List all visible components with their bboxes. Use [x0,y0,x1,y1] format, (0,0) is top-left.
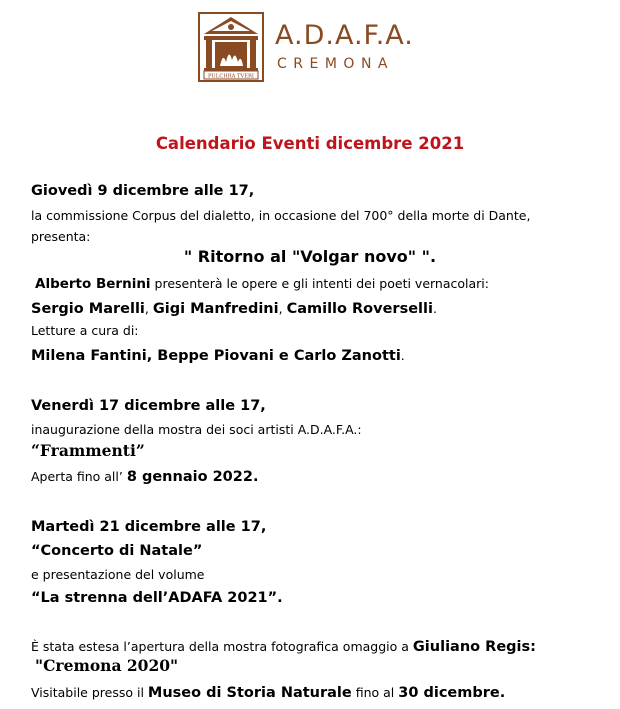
event1-line1: la commissione Corpus del dialetto, in occasione del 700° della morte di Dante, [31,208,531,223]
event1-readers: Milena Fantini, Beppe Piovani e Carlo Zanotti [31,348,401,364]
event1-speaker: Alberto Bernini [35,276,151,292]
event4-venue: Museo di Storia Naturale [147,685,352,701]
poet-sep-2: , [278,301,287,316]
event1-readings-label: Letture a cura di: [31,323,139,338]
poet-sep-1: , [144,301,153,316]
event1-date: Giovedì 9 dicembre alle 17, [31,183,255,199]
logo-motto: PULCHRA TVERI [208,73,254,80]
poet-2: Gigi Manfredini [152,301,279,317]
event1-speaker-text: presenterà le opere e gli intenti dei poeti vernacolari: [150,276,489,291]
event1-program-title: " Ritorno al "Volgar novo" ". [183,247,437,266]
event4-visit-mid: fino al [351,685,399,700]
poet-1: Sergio Marelli [31,301,145,317]
poet-end: . [432,301,437,316]
event1-line2: presenta: [31,229,91,244]
event2-open-until [31,466,258,485]
adafa-logo [198,12,264,82]
event2-open-label: Aperta fino all’ [31,469,127,484]
event4-visit-line [31,682,505,701]
event4-visit-pre: Visitabile presso il [31,685,148,700]
event4-visit-date: 30 dicembre. [398,685,506,701]
event3-date: Martedì 21 dicembre alle 17, [31,519,267,535]
brand-name: A.D.A.F.A. [275,20,414,51]
brand-city: CREMONA [277,56,394,72]
event2-line1: inaugurazione della mostra dei soci artisti A.D.A.F.A.: [31,422,362,437]
event1-readers-dot: . [400,348,405,363]
event3-concert: “Concerto di Natale” [31,543,203,559]
poet-3: Camillo Roverselli [286,301,433,317]
event4-line1 [31,636,536,655]
event4-intro: È stata estesa l’apertura della mostra fotografica omaggio a [31,639,413,654]
event1-poets [31,298,437,317]
event4-honoree: Giuliano Regis: [412,639,536,655]
event3-line1: e presentazione del volume [31,567,205,582]
event2-exhibit-title: “Frammenti” [31,441,145,460]
page-title: Calendario Eventi dicembre 2021 [155,134,465,153]
event2-open-date: 8 gennaio 2022. [126,469,259,485]
event2-date: Venerdì 17 dicembre alle 17, [31,398,266,414]
event1-speaker-line [35,276,489,292]
event3-book: “La strenna dell’ADAFA 2021”. [31,590,283,606]
event4-exhibit-title: "Cremona 2020" [35,656,179,675]
event1-readers-line [31,345,405,364]
